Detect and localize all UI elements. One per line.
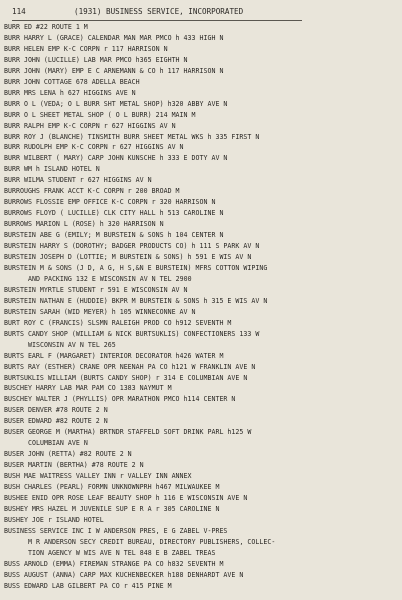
directory-entry: BUSINESS SERVICE INC I W ANDERSON PRES, E G ZABEL V-PRES [4, 526, 228, 535]
directory-entry: BUSER GEORGE M (MARTHA) BRTNDR STAFFELD SOFT DRINK PARL h125 W [4, 428, 252, 437]
directory-entry: BURROUGHS FRANK ACCT K-C CORPN r 200 BROAD M [4, 187, 180, 196]
page-title: (1931) BUSINESS SERVICE, INCORPORATED [74, 7, 244, 16]
directory-entry: BURR RALPH EMP K-C CORPN r 627 HIGGINS AV N [4, 121, 176, 130]
directory-entry: BURR O L SHEET METAL SHOP ( O L BURR) 214 MAIN M [4, 110, 196, 119]
directory-entry: BUSHEE ENID OPR ROSE LEAF BEAUTY SHOP h 116 E WISCONSIN AVE N [4, 493, 248, 502]
header-rule [12, 20, 302, 21]
page-header [4, 7, 396, 17]
directory-entry: BURR JOHN COTTAGE 678 ADELLA BEACH [4, 77, 140, 86]
directory-entry: BUSHEY JOE r ISLAND HOTEL [4, 515, 104, 524]
page-number: 114 [12, 7, 26, 16]
directory-entry: BURROWS FLOYD ( LUCILLE) CLK CITY HALL h 513 CAROLINE N [4, 209, 224, 218]
directory-entry: BUSER DENVER #78 ROUTE 2 N [4, 406, 108, 415]
directory-entry: BURR HARRY L (GRACE) CALENDAR MAN MAR PMCO h 433 HIGH N [4, 33, 224, 42]
directory-entry: BURR JOHN (MARY) EMP E C ARNEMANN & CO h 117 HARRISON N [4, 66, 224, 75]
directory-entry: BURSTEIN NATHAN E (HUDDIE) BKPR M BURSTEIN & SONS h 315 E WIS AV N [4, 296, 268, 305]
directory-entry: BURROWS FLOSSIE EMP OFFICE K-C CORPN r 320 HARRISON N [4, 198, 216, 207]
directory-entry: BUSS AUGUST (ANNA) CARP MAX KUCHENBECKER h188 DENHARDT AVE N [4, 570, 244, 579]
directory-entry: BURSTEIN MYRTLE STUDENT r 591 E WISCONSIN AV N [4, 285, 188, 294]
directory-entry: BURR HELEN EMP K-C CORPN r 117 HARRISON N [4, 44, 168, 53]
directory-entry: BURTSUKLIS WILLIAM (BURTS CANDY SHOP) r 314 E COLUMBIAN AVE N [4, 373, 248, 382]
directory-entry: BURR ED #22 ROUTE 1 M [4, 23, 88, 31]
directory-entry: BURR ROY J (BLANCHE) TINSMITH BURR SHEET METAL WKS h 335 FIRST N [4, 132, 260, 141]
directory-entry: BUSCHEY WALTER J (PHYLLIS) OPR MARATHON PMCO h114 CENTER N [4, 395, 236, 404]
directory-entry: BUSER MARTIN (BERTHA) #78 ROUTE 2 N [4, 461, 144, 470]
directory-entry: BURR WILMA STUDENT r 627 HIGGINS AV N [4, 176, 152, 185]
directory-entry: BURSTEIN HARRY S (DOROTHY; BADGER PRODUCTS CO) h 111 S PARK AV N [4, 242, 260, 251]
directory-entry: BUSER EDWARD #82 ROUTE 2 N [4, 417, 108, 426]
directory-entry: BUSH MAE WAITRESS VALLEY INN r VALLEY INN ANNEX [4, 472, 192, 481]
directory-entry: BURTS EARL F (MARGARET) INTERIOR DECORATOR h426 WATER M [4, 351, 224, 360]
directory-entry: BURR WILBERT ( MARY) CARP JOHN KUNSCHE h 333 E DOTY AV N [4, 154, 228, 163]
directory-entry: BURR O L (VEDA; O L BURR SHT METAL SHOP) h320 ABBY AVE N [4, 99, 228, 108]
directory-entry: BURSTEIN JOSEPH D (LOTTIE; M BURSTEIN & SONS) h 591 E WIS AV N [4, 253, 252, 262]
directory-entry: BURSTEIN ABE G (EMILY; M BURSTEIN & SONS h 104 CENTER N [4, 231, 224, 240]
directory-entry: BURSTEIN M & SONS (J D, A G, H S,&N E BURSTEIN) MFRS COTTON WIPING [4, 263, 268, 272]
directory-entry: BUSH CHARLES (PEARL) FORMN UNKNOWNPRH h467 MILWAUKEE M [4, 483, 220, 492]
directory-entry: BURT ROY C (FRANCIS) SLSMN RALEIGH PROD CO h912 SEVENTH M [4, 318, 232, 327]
directory-entry: BURSTEIN SARAH (WID MEYER) h 105 WINNECONNE AV N [4, 307, 196, 316]
directory-entry: BURROWS MARION L (ROSE) h 320 HARRISON N [4, 220, 164, 229]
directory-entry: BUSS EDWARD LAB GILBERT PA CO r 415 PINE M [4, 581, 172, 590]
directory-entry: BURR RUDOLPH EMP K-C CORPN r 627 HIGGINS AV N [4, 143, 184, 152]
directory-entries [4, 22, 396, 592]
directory-entry-continuation: M R ANDERSON SECY CREDIT BUREAU, DIRECTORY PUBLISHERS, COLLEC- [28, 537, 276, 546]
directory-entry: BURR JOHN (LUCILLE) LAB MAR PMCO h365 EIGHTH N [4, 55, 188, 64]
directory-entry-continuation: AND PACKING 132 E WISCONSIN AV N TEL 2900 [28, 274, 192, 283]
directory-entry: BURTS CANDY SHOP (WILLIAM & NICK BURTSUKLIS) CONFECTIONERS 133 W [4, 329, 260, 338]
directory-entry: BUSHEY MRS HAZEL M JUVENILE SUP E R A r 305 CAROLINE N [4, 504, 220, 513]
directory-entry-continuation: WISCONSIN AV N TEL 265 [28, 340, 116, 349]
directory-entry: BURR WM h ISLAND HOTEL N [4, 165, 100, 174]
directory-entry: BUSS ARNOLD (EMMA) FIREMAN STRANGE PA CO h832 SEVENTH M [4, 559, 224, 568]
directory-entry-continuation: COLUMBIAN AVE N [28, 439, 88, 448]
directory-entry: BURR MRS LENA h 627 HIGGINS AVE N [4, 88, 136, 97]
directory-entry-continuation: TION AGENCY W WIS AVE N TEL 848 E B ZABEL TREAS [28, 548, 216, 557]
directory-entry: BURTS RAY (ESTHER) CRANE OPR NEENAH PA CO h121 W FRANKLIN AVE N [4, 362, 256, 371]
directory-entry: BUSCHEY HARRY LAB MAR PAM CO 1383 NAYMUT M [4, 384, 172, 393]
directory-entry: BUSER JOHN (RETTA) #82 ROUTE 2 N [4, 450, 132, 459]
